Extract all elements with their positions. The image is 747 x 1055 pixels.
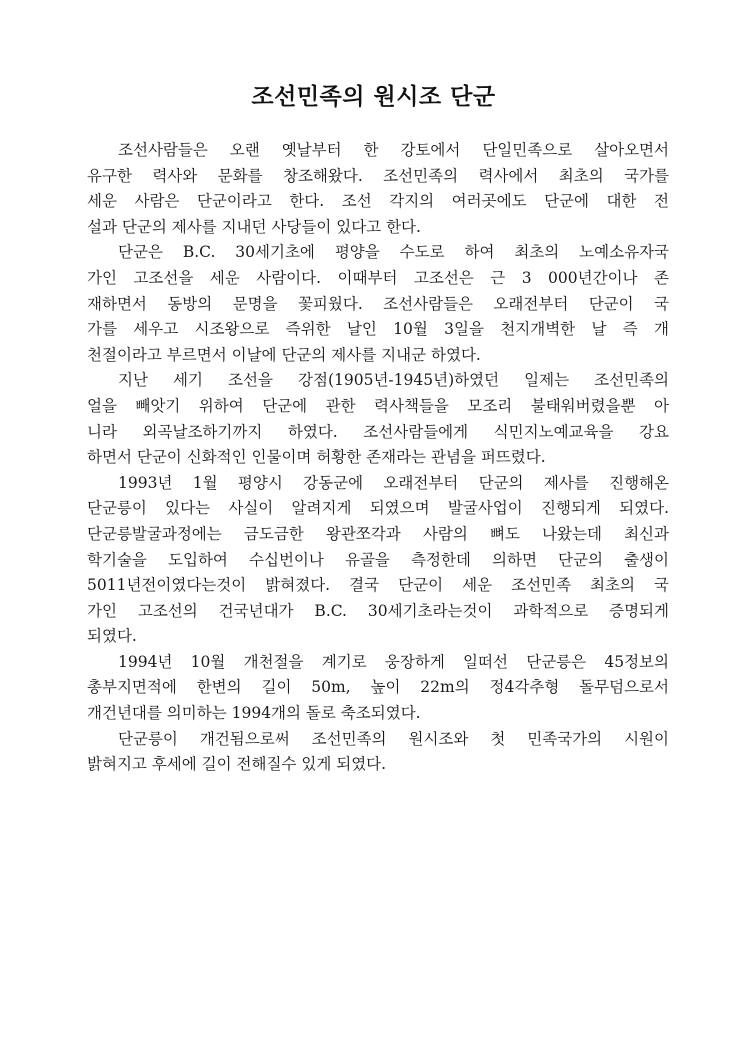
paragraph-5 [87, 650, 669, 727]
text-line: 니라 외곡날조하기까지 하였다. 조선사람들에게 식민지노예교육을 강요 [87, 422, 669, 441]
text-line: 단군릉이 있다는 사실이 알려지게 되였으며 발굴사업이 진행되게 되였다. [87, 499, 669, 518]
text-line: 가를 세우고 시조왕으로 즉위한 날인 10월 3일을 천지개벽한 날 즉 개 [87, 320, 669, 339]
text-line: 가인 고조선의 건국년대가 B.C. 30세기초라는것이 과학적으로 증명되게 [87, 601, 669, 620]
text-line: 설과 단군의 제사를 지내던 사당들이 있다고 한다. [87, 217, 421, 236]
text-line: 밝혀지고 후세에 길이 전해질수 있게 되였다. [87, 755, 387, 774]
text-line: 단군은 B.C. 30세기초에 평양을 수도로 하여 최초의 노예소유자국 [118, 243, 669, 262]
paragraph-1 [87, 138, 669, 240]
document-body [87, 138, 669, 778]
text-line: 천절이라고 부르면서 이날에 단군의 제사를 지내군 하였다. [87, 345, 481, 364]
text-line: 총부지면적에 한변의 길이 50m, 높이 22m의 정4각추형 돌무덤으로서 [87, 678, 669, 697]
text-line: 얼을 빼앗기 위하여 단군에 관한 력사책들을 모조리 불태워버렸을뿐 아 [87, 396, 669, 415]
text-line: 단군릉이 개건됨으로써 조선민족의 원시조와 첫 민족국가의 시원이 [118, 729, 669, 748]
text-line: 1994년 10월 개천절을 계기로 웅장하게 일떠선 단군릉은 45정보의 [118, 652, 669, 671]
text-line: 유구한 력사와 문화를 창조해왔다. 조선민족의 력사에서 최초의 국가를 [87, 166, 669, 185]
text-line: 세운 사람은 단군이라고 한다. 조선 각지의 여러곳에도 단군에 대한 전 [87, 192, 669, 211]
text-line: 되였다. [87, 627, 137, 646]
text-line: 학기술을 도입하여 수십번이나 유골을 측정한데 의하면 단군의 출생이 [87, 550, 669, 569]
paragraph-6 [87, 727, 669, 778]
text-line: 지난 세기 조선을 강점(1905년-1945년)하였던 일제는 조선민족의 [118, 371, 669, 390]
text-line: 하면서 단군이 신화적인 인물이며 허황한 존재라는 관념을 퍼뜨렸다. [87, 448, 546, 467]
text-line: 개건년대를 의미하는 1994개의 돌로 축조되였다. [87, 704, 421, 723]
paragraph-4 [87, 471, 669, 650]
text-line: 가인 고조선을 세운 사람이다. 이때부터 고조선은 근 3 000년간이나 존 [87, 268, 669, 287]
text-line: 단군릉발굴과정에는 금도금한 왕관쪼각과 사람의 뼈도 나왔는데 최신과 [87, 524, 669, 543]
text-line: 재하면서 동방의 문명을 꽃피웠다. 조선사람들은 오래전부터 단군이 국 [87, 294, 669, 313]
text-line: 1993년 1월 평양시 강동군에 오래전부터 단군의 제사를 진행해온 [118, 473, 669, 492]
page-title: 조선민족의 원시조 단군 [251, 84, 496, 110]
text-line: 조선사람들은 오랜 옛날부터 한 강토에서 단일민족으로 살아오면서 [118, 141, 669, 159]
text-line: 5011년전이였다는것이 밝혀졌다. 결국 단군이 세운 조선민족 최초의 국 [87, 576, 669, 595]
paragraph-2 [87, 240, 669, 368]
paragraph-3 [87, 368, 669, 470]
